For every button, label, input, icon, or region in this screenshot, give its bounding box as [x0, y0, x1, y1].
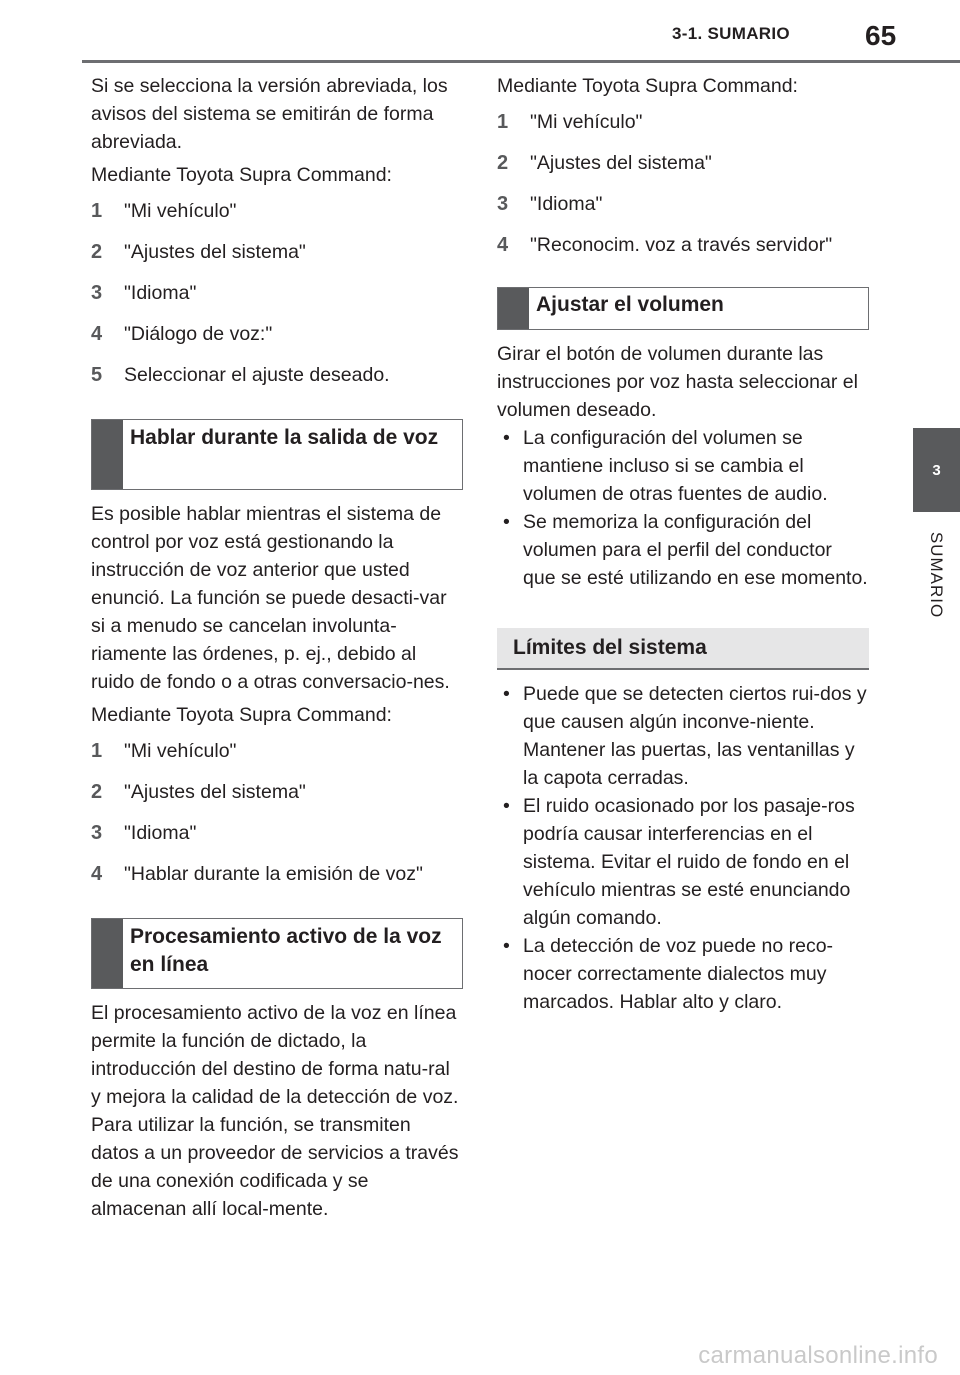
- heading-text: Hablar durante la salida de voz: [130, 426, 439, 449]
- step-number: 3: [497, 193, 509, 215]
- step-list: [91, 197, 463, 389]
- step-item: [497, 108, 869, 136]
- bullet-item: [497, 508, 869, 592]
- step-text: "Idioma": [124, 822, 197, 844]
- page-header: [0, 0, 960, 62]
- bullet-text: La detección de voz puede no reco-nocer correctamente dialectos muy marcados. Hablar alto y claro.: [523, 935, 834, 1013]
- step-text: "Reconocim. voz a través servidor": [530, 234, 833, 256]
- step-list: [497, 108, 869, 259]
- bullet-dot: •: [503, 795, 510, 817]
- heading-text: Ajustar el volumen: [536, 293, 724, 316]
- step-text: "Hablar durante la emisión de voz": [124, 863, 423, 885]
- watermark: carmanualsonline.info: [698, 1342, 938, 1369]
- step-text: "Ajustes del sistema": [124, 241, 306, 263]
- section-title: 3-1. SUMARIO: [672, 24, 790, 43]
- step-text: "Mi vehículo": [124, 740, 237, 762]
- step-number: 1: [91, 200, 103, 222]
- step-text: "Ajustes del sistema": [124, 781, 306, 803]
- page-number: 65: [865, 20, 897, 51]
- bullet-text: Puede que se detecten ciertos rui-dos y que causen algún inconve-niente. Mantener las puertas, las ventanillas y la capota cerradas.: [523, 683, 867, 789]
- section-heading: [497, 287, 869, 330]
- step-text: "Mi vehículo": [124, 200, 237, 222]
- step-text: Seleccionar el ajuste deseado.: [124, 364, 390, 386]
- step-number: 1: [91, 740, 103, 762]
- step-number: 2: [497, 152, 509, 174]
- heading-bar: [92, 919, 123, 988]
- section-heading-gray: Límites del sistema: [497, 628, 869, 670]
- bullet-item: [497, 424, 869, 508]
- step-number: 2: [91, 781, 103, 803]
- bullet-list: [497, 680, 869, 1016]
- bullet-dot: •: [503, 935, 510, 957]
- section-heading: [91, 918, 463, 989]
- step-item: [497, 149, 869, 177]
- step-item: [497, 231, 869, 259]
- step-number: 2: [91, 241, 103, 263]
- right-column: [497, 72, 869, 1016]
- body-paragraph: Girar el botón de volumen durante las instrucciones por voz hasta seleccionar el volumen deseado.: [497, 343, 858, 421]
- bullet-dot: •: [503, 427, 510, 449]
- bullet-text: Se memoriza la configuración del volumen para el perfil del conductor que se esté utilizando en ese momento.: [523, 511, 868, 589]
- step-number: 3: [91, 822, 103, 844]
- via-text: Mediante Toyota Supra Command:: [91, 704, 392, 726]
- bullet-text: La configuración del volumen se mantiene incluso si se cambia el volumen de otras fuentes de audio.: [523, 427, 828, 505]
- bullet-item: [497, 680, 869, 792]
- step-item: [91, 238, 463, 266]
- step-item: [91, 361, 463, 389]
- step-item: [91, 197, 463, 225]
- bullet-list: [497, 424, 869, 592]
- bullet-item: [497, 932, 869, 1016]
- via-text: Mediante Toyota Supra Command:: [91, 164, 392, 186]
- via-text: Mediante Toyota Supra Command:: [497, 75, 798, 97]
- step-item: [91, 737, 463, 765]
- step-text: "Diálogo de voz:": [124, 323, 273, 345]
- body-paragraph: Es posible hablar mientras el sistema de control por voz está gestionando la instrucción de voz anterior que usted enunció. La función se puede desacti-var si a menudo se cancelan involunta-riamente las órdenes, p. ej., debido al ruido de fondo o a otras conversacio-nes.: [91, 503, 450, 693]
- bullet-dot: •: [503, 511, 510, 533]
- step-text: "Idioma": [530, 193, 603, 215]
- bullet-item: [497, 792, 869, 932]
- body-paragraph: El procesamiento activo de la voz en línea permite la función de dictado, la introducción del destino de forma natu-ral y mejora la calidad de la detección de voz. Para utilizar la función, se transmiten datos a un proveedor de servicios a través de una conexión codificada y se almacenan allí local-mente.: [91, 1002, 459, 1220]
- chapter-tab: 3: [913, 428, 960, 512]
- step-list: [91, 737, 463, 888]
- step-number: 1: [497, 111, 509, 133]
- bullet-dot: •: [503, 683, 510, 705]
- chapter-tab-label: SUMARIO: [927, 531, 946, 619]
- step-text: "Idioma": [124, 282, 197, 304]
- step-item: [497, 190, 869, 218]
- header-rule: [82, 60, 960, 63]
- step-number: 4: [91, 863, 103, 885]
- step-text: "Mi vehículo": [530, 111, 643, 133]
- step-text: "Ajustes del sistema": [530, 152, 712, 174]
- bullet-text: El ruido ocasionado por los pasaje-ros podría causar interferencias en el sistema. Evitar el ruido de fondo en el vehículo mientras se esté enunciando algún comando.: [523, 795, 855, 929]
- intro-paragraph: Si se selecciona la versión abreviada, los avisos del sistema se emitirán de forma abreviada.: [91, 75, 448, 153]
- step-item: [91, 860, 463, 888]
- step-number: 4: [497, 234, 509, 256]
- section-heading: [91, 419, 463, 490]
- heading-text: Procesamiento activo de la voz en línea: [130, 925, 442, 976]
- step-number: 5: [91, 364, 103, 386]
- left-column: [91, 72, 463, 1228]
- heading-bar: [498, 288, 529, 329]
- heading-bar: [92, 420, 123, 489]
- step-item: [91, 279, 463, 307]
- step-item: [91, 778, 463, 806]
- step-number: 3: [91, 282, 103, 304]
- step-item: [91, 819, 463, 847]
- step-number: 4: [91, 323, 103, 345]
- step-item: [91, 320, 463, 348]
